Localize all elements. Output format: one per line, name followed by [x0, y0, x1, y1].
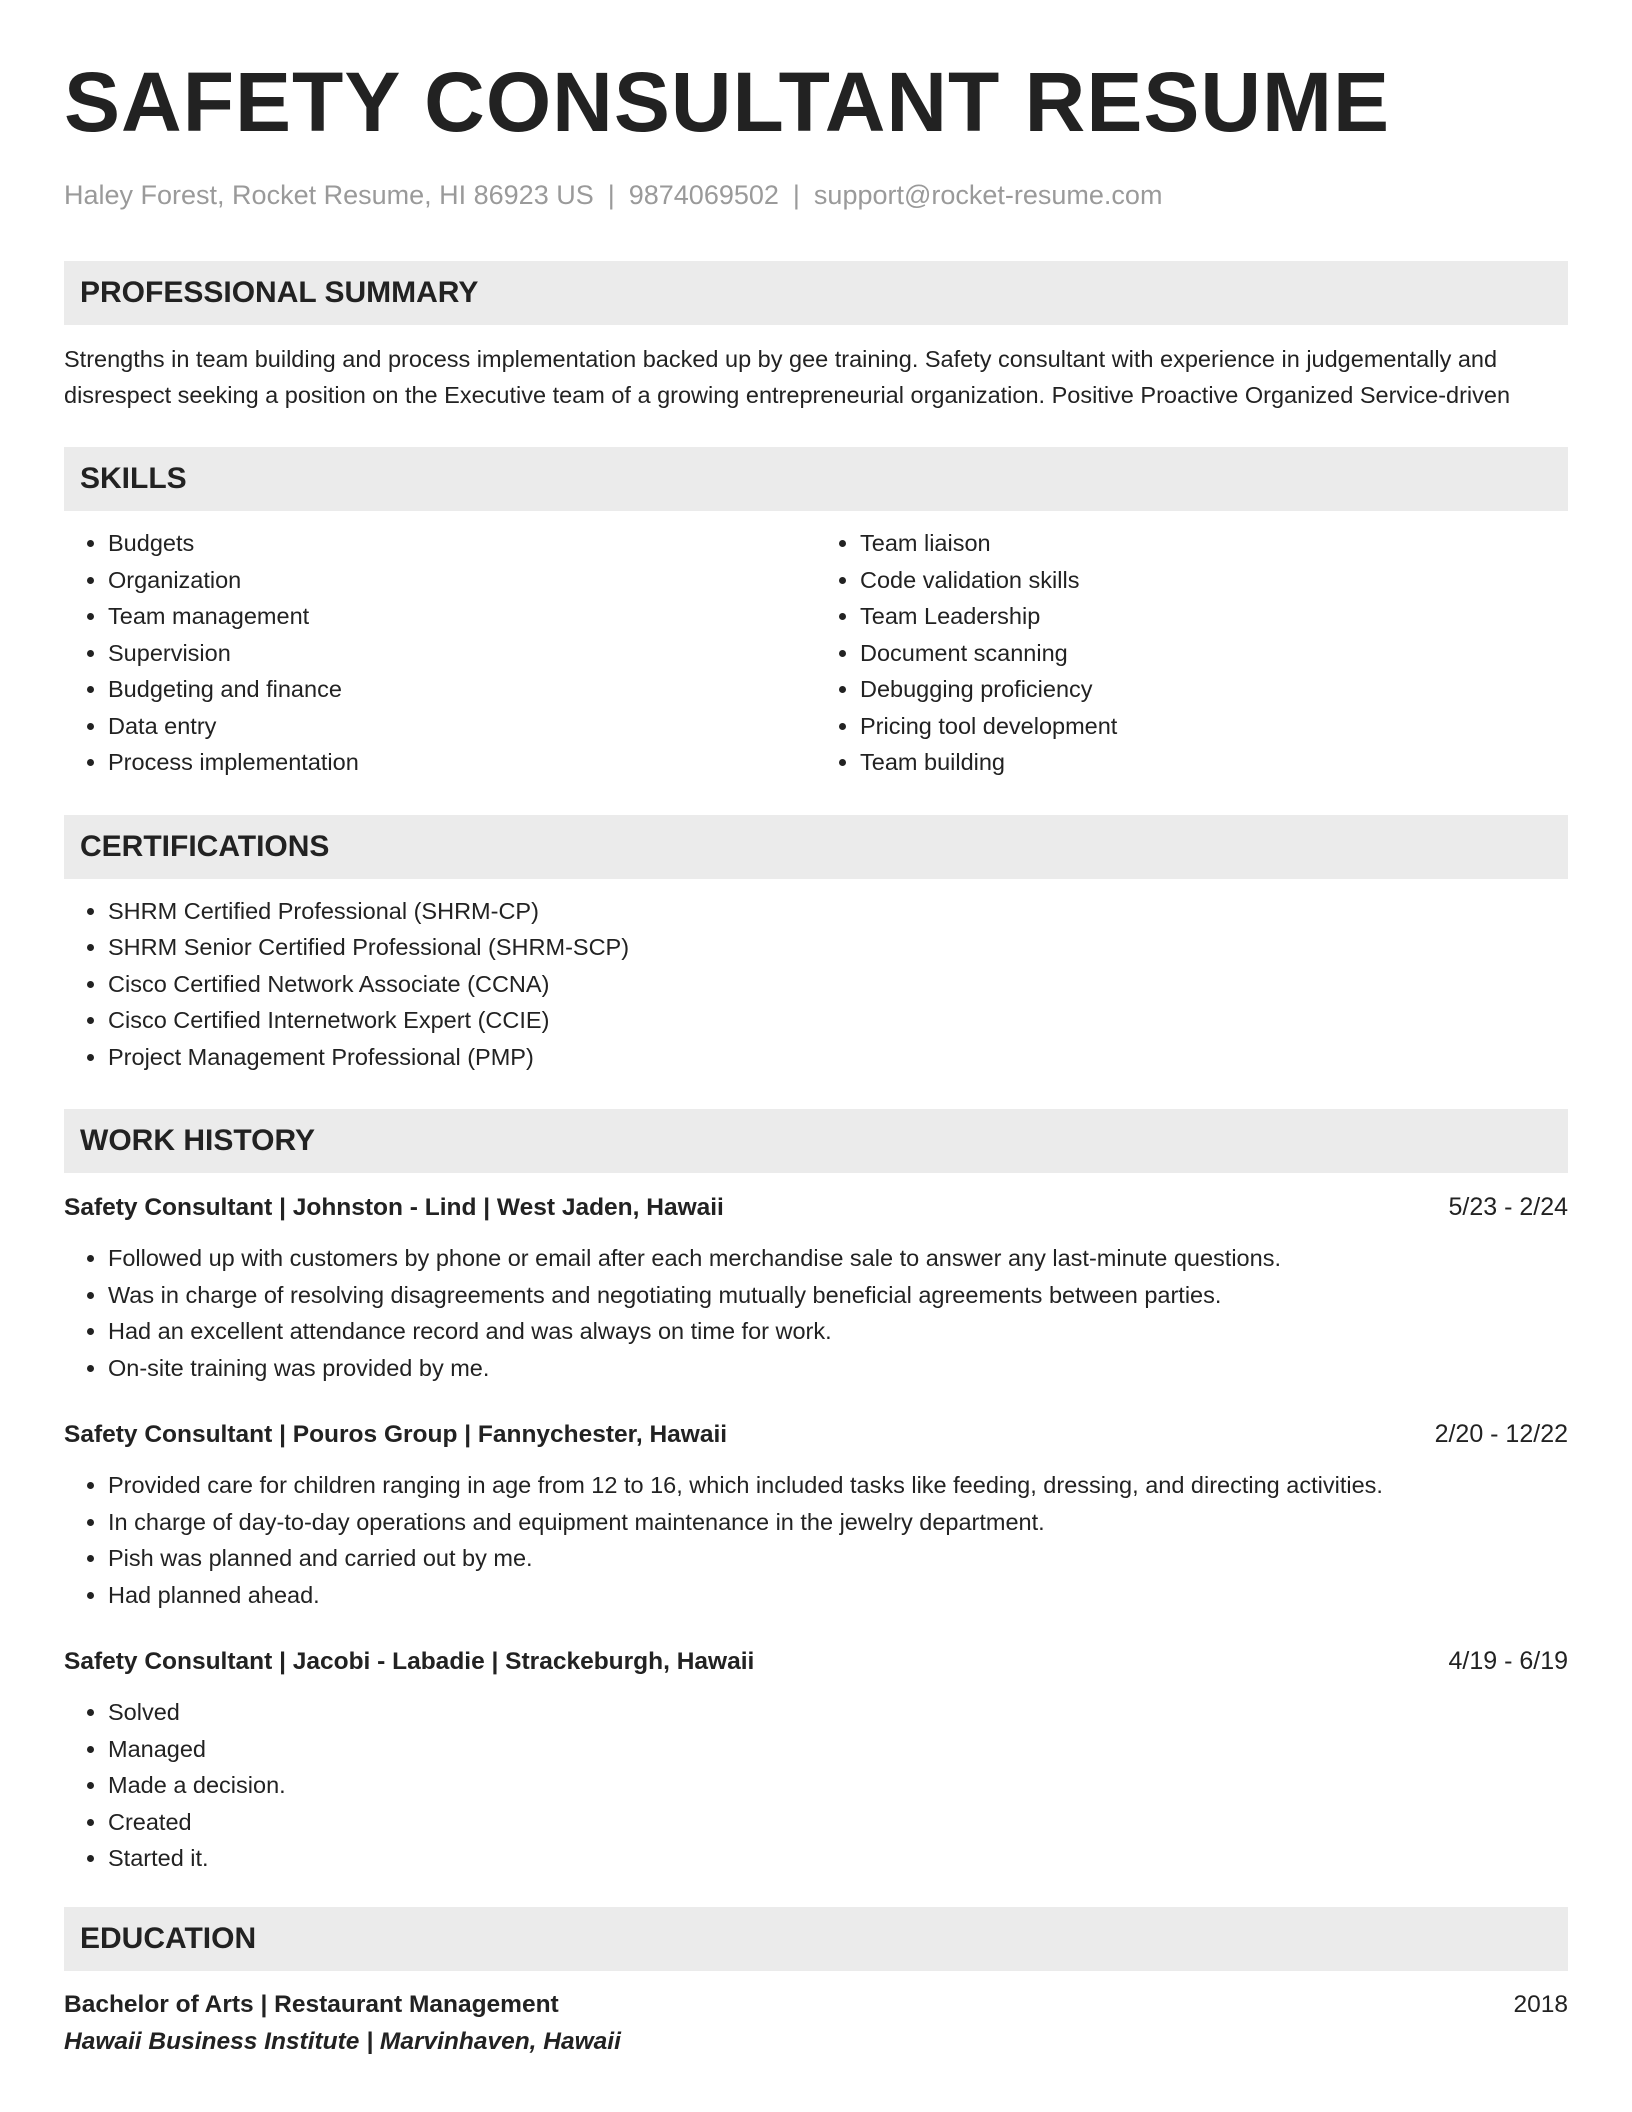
- job-title: Safety Consultant | Pouros Group | Fannychester, Hawaii: [64, 1421, 728, 1448]
- skill-item: • Team Leadership: [860, 598, 1568, 635]
- job-entry: [64, 1189, 1568, 1386]
- job-duty: • Had planned ahead.: [108, 1577, 1568, 1614]
- skill-item: • Code validation skills: [860, 562, 1568, 599]
- job-duty: • Created: [108, 1804, 1568, 1841]
- job-duty: • On-site training was provided by me.: [108, 1350, 1568, 1387]
- job-dates: 2/20 - 12/22: [1434, 1420, 1568, 1448]
- job-duty: • Provided care for children ranging in age from 12 to 16, which included tasks like feeding, dressing, and directing activities.: [108, 1467, 1568, 1504]
- job-duty: • Solved: [108, 1694, 1568, 1731]
- contact-email: support@rocket-resume.com: [813, 180, 1163, 210]
- skill-item: • Team liaison: [860, 525, 1568, 562]
- skill-item: • Debugging proficiency: [860, 671, 1568, 708]
- job-entry: [64, 1416, 1568, 1613]
- job-duties: [64, 1240, 1568, 1386]
- education-degree: Bachelor of Arts | Restaurant Management: [64, 1990, 559, 2018]
- skills-heading: SKILLS: [64, 447, 1568, 511]
- skill-item: • Budgets: [108, 525, 816, 562]
- skill-item: • Document scanning: [860, 635, 1568, 672]
- job-duty: • Was in charge of resolving disagreements and negotiating mutually beneficial agreements between parties.: [108, 1277, 1568, 1314]
- certifications-list: [64, 893, 1568, 1076]
- job-duty: • In charge of day-to-day operations and equipment maintenance in the jewelry department.: [108, 1504, 1568, 1541]
- job-entry: [64, 1643, 1568, 1877]
- certification-item: • SHRM Certified Professional (SHRM-CP): [108, 893, 1568, 930]
- contact-address: Haley Forest, Rocket Resume, HI 86923 US: [64, 180, 594, 210]
- skill-item: • Organization: [108, 562, 816, 599]
- certification-item: • SHRM Senior Certified Professional (SHRM-SCP): [108, 929, 1568, 966]
- skill-item: • Budgeting and finance: [108, 671, 816, 708]
- job-dates: 5/23 - 2/24: [1448, 1193, 1568, 1221]
- job-duty: • Followed up with customers by phone or email after each merchandise sale to answer any last-minute questions.: [108, 1240, 1568, 1277]
- job-dates: 4/19 - 6/19: [1448, 1647, 1568, 1675]
- skills-left-column: [64, 525, 816, 781]
- job-title: Safety Consultant | Johnston - Lind | West Jaden, Hawaii: [64, 1194, 724, 1221]
- job-duty: • Had an excellent attendance record and was always on time for work.: [108, 1313, 1568, 1350]
- skills-right-column: [816, 525, 1568, 781]
- skill-item: • Process implementation: [108, 744, 816, 781]
- education-heading: EDUCATION: [64, 1907, 1568, 1971]
- job-duties: [64, 1467, 1568, 1613]
- contact-separator: |: [607, 180, 615, 210]
- certification-item: • Cisco Certified Internetwork Expert (CCIE): [108, 1002, 1568, 1039]
- skills-list: [64, 525, 1568, 781]
- work-history-heading: WORK HISTORY: [64, 1109, 1568, 1173]
- contact-line: [64, 180, 1568, 211]
- summary-text: Strengths in team building and process implementation backed up by gee training. Safety consultant with experience in judgementally and disrespect seeking a position on the Executive team of a growing entrepreneurial organization. Positive Proactive Organized Service-driven: [64, 346, 1511, 408]
- skill-item: • Supervision: [108, 635, 816, 672]
- job-duty: • Pish was planned and carried out by me.: [108, 1540, 1568, 1577]
- contact-separator: |: [792, 180, 800, 210]
- skill-item: • Pricing tool development: [860, 708, 1568, 745]
- education-year: 2018: [1513, 1990, 1568, 2018]
- job-title: Safety Consultant | Jacobi - Labadie | Strackeburgh, Hawaii: [64, 1648, 755, 1675]
- education-entry: [64, 1987, 1568, 2061]
- job-duty: • Managed: [108, 1731, 1568, 1768]
- resume-title: SAFETY CONSULTANT RESUME: [64, 55, 1391, 149]
- job-duties: [64, 1694, 1568, 1877]
- certifications-heading: CERTIFICATIONS: [64, 815, 1568, 879]
- skill-item: • Data entry: [108, 708, 816, 745]
- skill-item: • Team building: [860, 744, 1568, 781]
- summary-heading: PROFESSIONAL SUMMARY: [64, 261, 1568, 325]
- contact-phone: 9874069502: [628, 180, 779, 210]
- job-duty: • Made a decision.: [108, 1767, 1568, 1804]
- education-school: Hawaii Business Institute | Marvinhaven, Hawaii: [64, 2027, 621, 2055]
- certification-item: • Project Management Professional (PMP): [108, 1039, 1568, 1076]
- skill-item: • Team management: [108, 598, 816, 635]
- job-duty: • Started it.: [108, 1840, 1568, 1877]
- certification-item: • Cisco Certified Network Associate (CCNA): [108, 966, 1568, 1003]
